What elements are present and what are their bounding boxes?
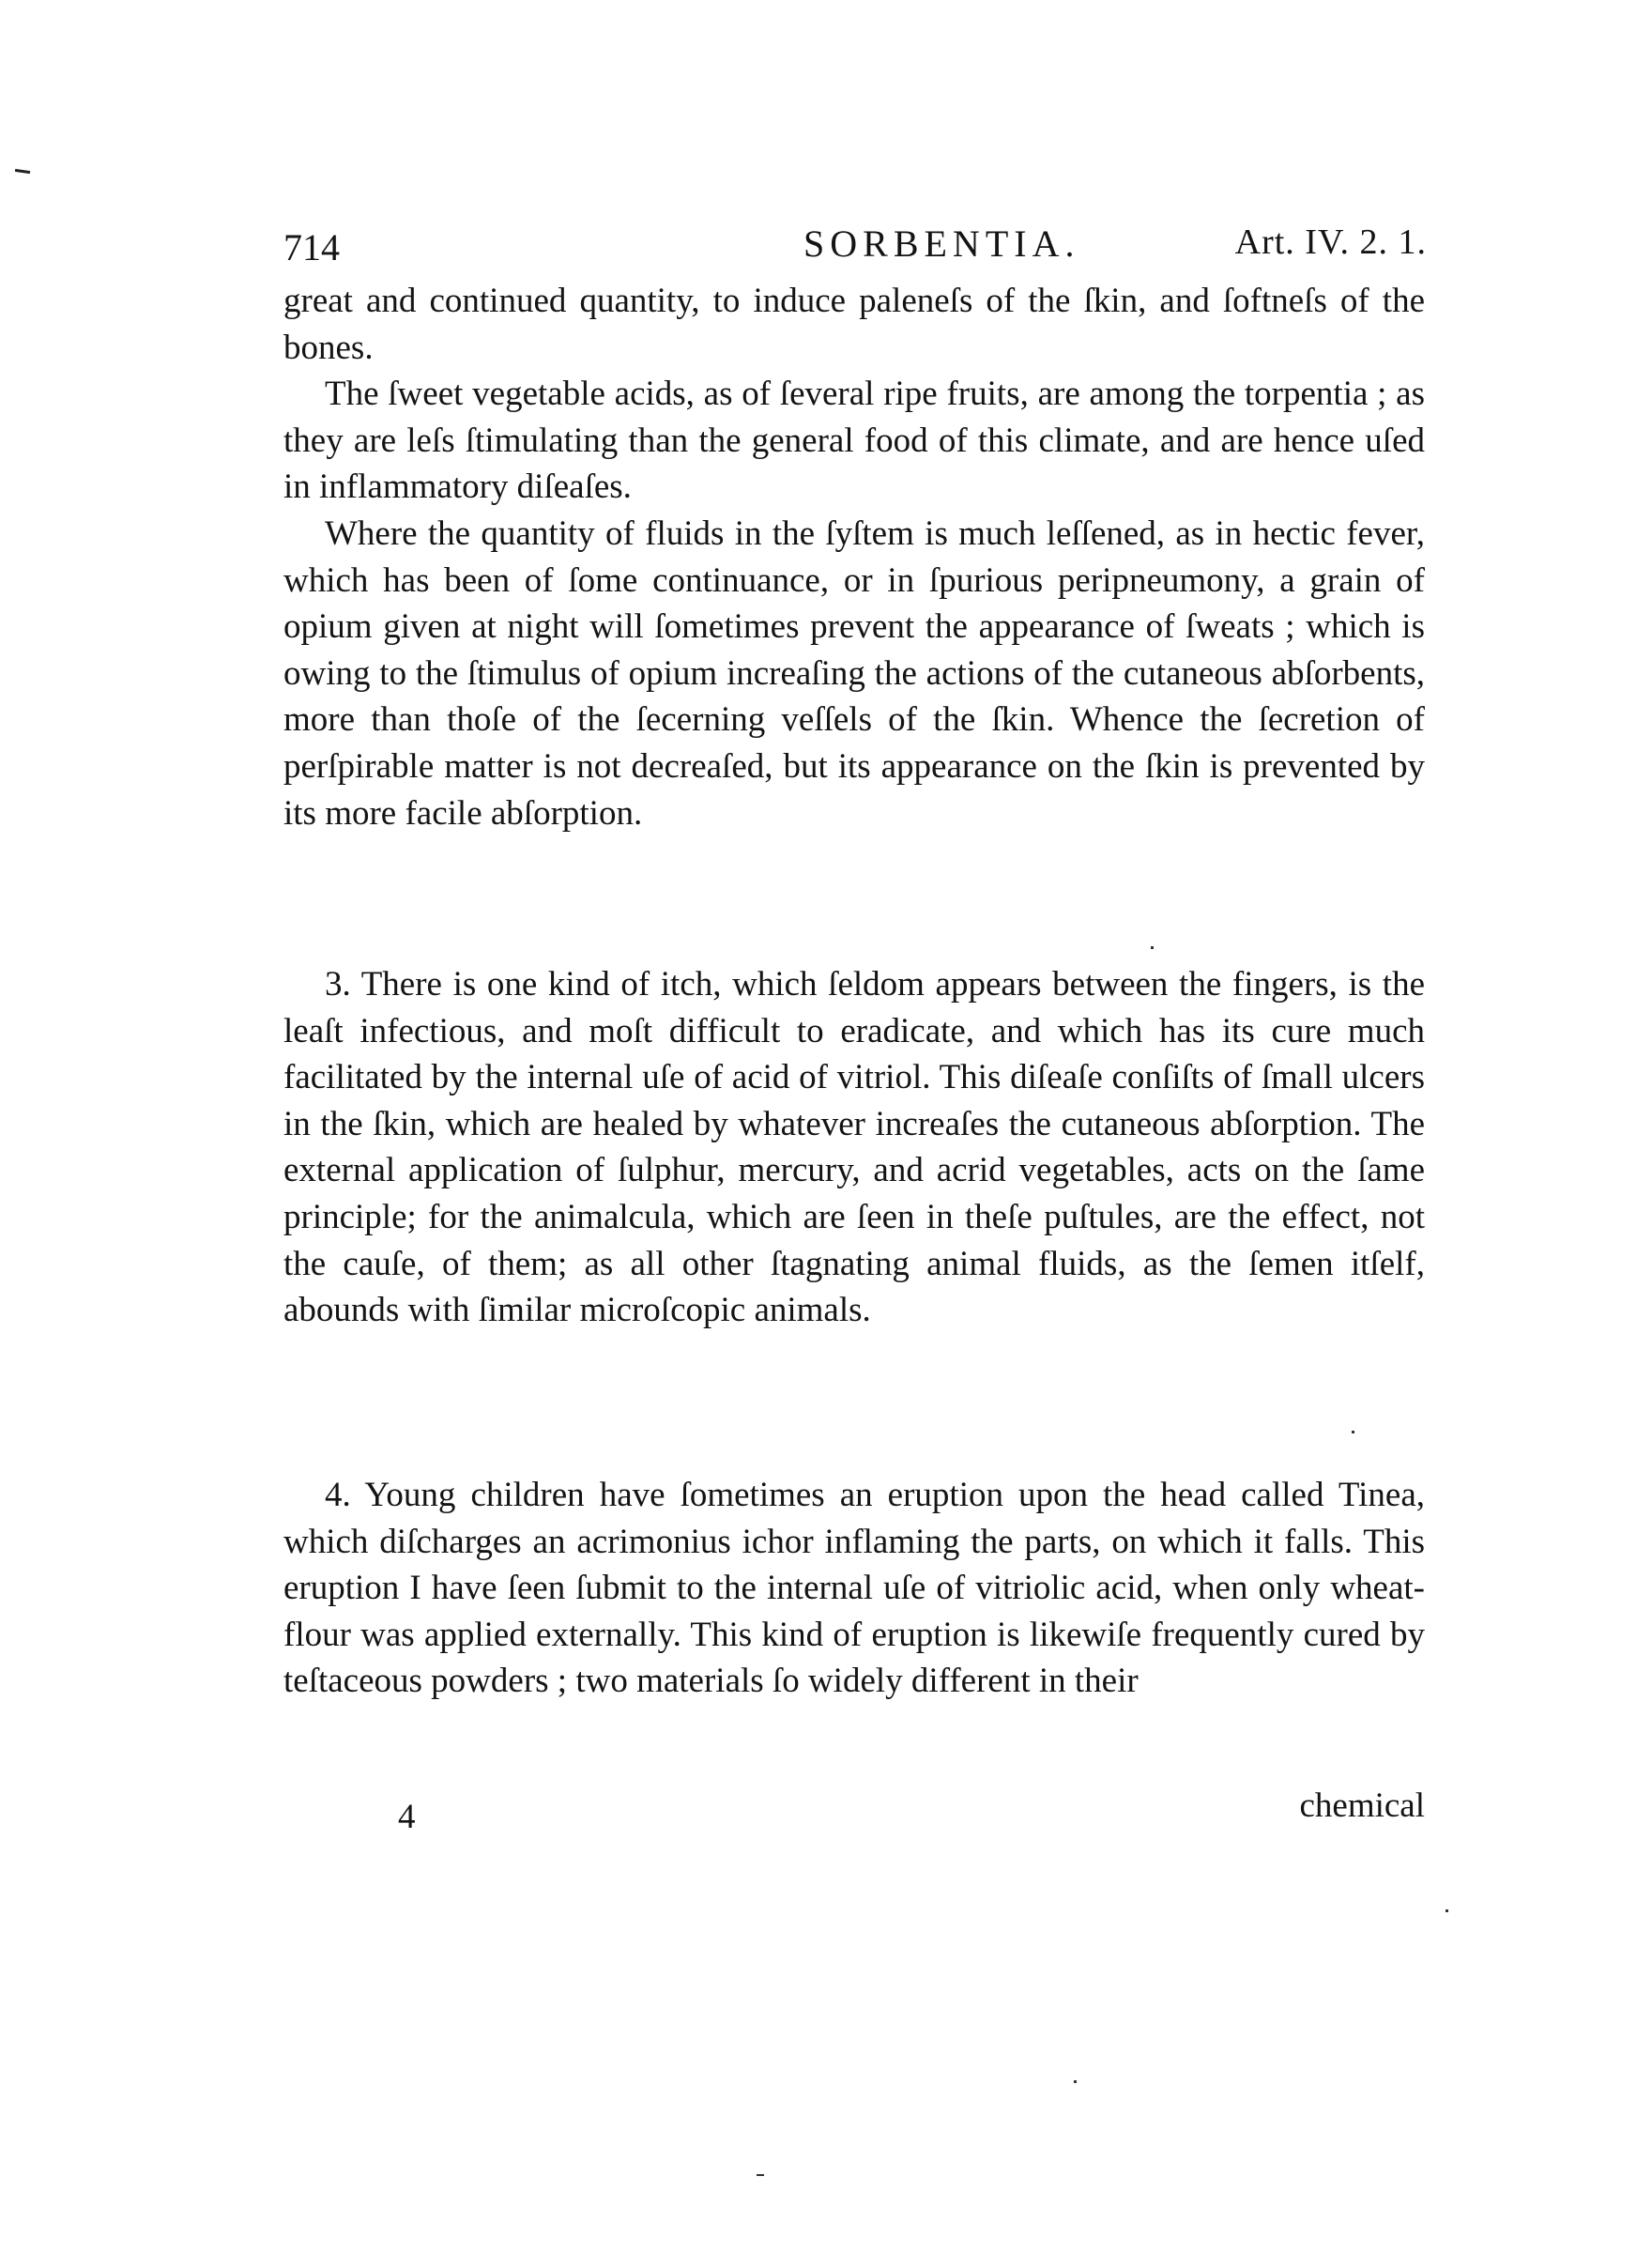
paragraph: Where the quantity of fluids in the ſyſtem is much leſſened, as in hectic fever, which has been of ſome continuance, or in ſpurious peripneumony, a grain of opium given at night will ſometimes prevent the appearance of ſweats ; which is owing to the ſtimulus of opium increaſing the actions of the cutaneous abſorbents, more than thoſe of the ſecerning veſſels of the ſkin. Whence the ſecretion of perſpirable matter is not decreaſed, but its appearance on the ſkin is prevented by its more facile abſorption. [283,513,1425,833]
running-header [283,222,1427,278]
scan-margin-mark [15,169,30,174]
signature-mark: 4 [398,1798,416,1836]
paragraph: great and continued quantity, to induce paleneſs of the ſkin, and ſoftneſs of the bones. [283,282,1425,367]
paragraph: 3. There is one kind of itch, which ſeldom appears between the fingers, is the leaſt infectious, and moſt difficult to eradicate, and which has its cure much facilitated by the internal uſe of acid of vitriol. This diſeaſe conſiſts of ſmall ulcers in the ſkin, which are healed by whatever increaſes the cutaneous abſorption. The external application of ſulphur, mercury, and acrid vegetables, acts on the ſame principle; for the animalcula, which are ſeen in theſe puſtules, are the effect, not the cauſe, of them; as all other ſtagnating animal fluids, as the ſemen itſelf, abounds with ſimilar microſcopic animals. [283,965,1425,1330]
scan-speck [1446,1909,1448,1912]
paragraph: The ſweet vegetable acids, as of ſeveral ripe fruits, are among the torpentia ; as they are leſs ſtimulating than the general food of this climate, and are hence uſed in inflammatory diſeaſes. [283,375,1425,507]
paragraph: 4. Young children have ſometimes an eruption upon the head called Tinea, which diſcharges an acrimonius ichor inflaming the parts, on which it falls. This eruption I have ſeen ſubmit to the internal uſe of vitriolic acid, when only wheat-flour was applied externally. This kind of eruption is likewiſe frequently cured by teſtaceous powders ; two materials ſo widely different in their [283,1476,1425,1701]
catchword: chemical [1299,1786,1425,1825]
scan-speck [757,2174,764,2176]
text-block-continuation [283,278,1425,836]
page-number: 714 [283,226,340,268]
page-footer [283,1786,1425,1838]
scan-speck [1352,1431,1354,1433]
running-title: SORBENTIA. [803,222,1080,265]
scan-speck [1151,946,1154,949]
section-reference: Art. IV. 2. 1. [1234,222,1427,262]
text-block-section-3 [283,961,1425,1334]
scan-speck [1074,2080,1077,2083]
text-block-section-4 [283,1472,1425,1705]
